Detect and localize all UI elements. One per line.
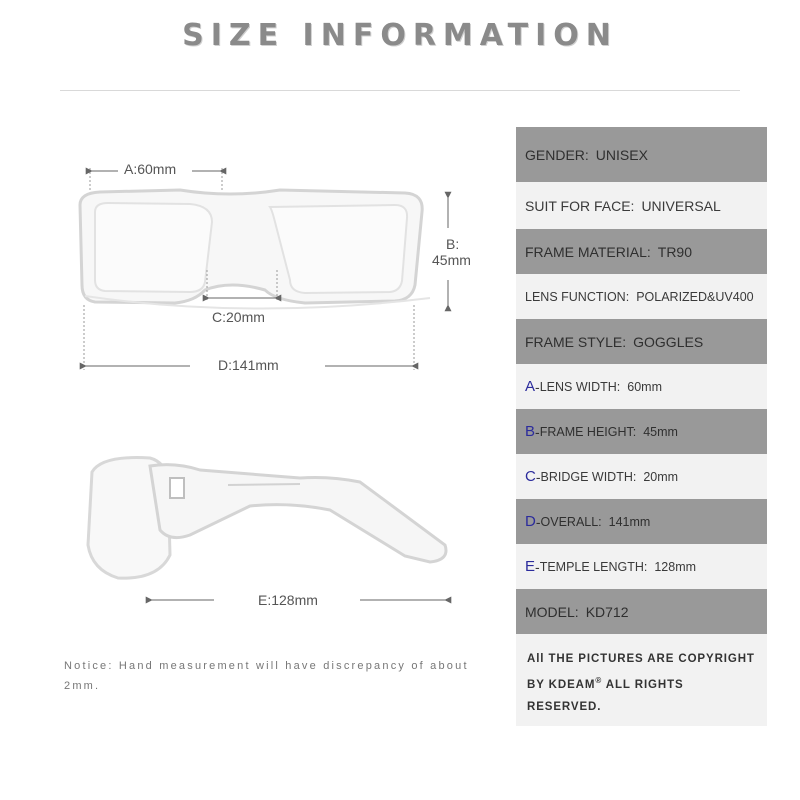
spec-key: OVERALL: — [540, 514, 602, 529]
spec-key: SUIT FOR FACE: — [525, 197, 635, 214]
spec-dash: - — [535, 378, 540, 395]
title-divider — [60, 90, 740, 91]
page-title: SIZE INFORMATION — [182, 18, 618, 53]
spec-letter: C — [525, 468, 536, 485]
spec-row-suit-for-face — [516, 182, 767, 229]
spec-letter: E — [525, 558, 536, 575]
dimension-a-label: A:60mm — [124, 161, 177, 177]
spec-value: UNISEX — [595, 146, 648, 163]
spec-row-overall — [516, 499, 767, 544]
spec-value: 141mm — [608, 514, 651, 529]
copyright-notice — [516, 634, 767, 726]
spec-key: FRAME MATERIAL: — [525, 243, 651, 260]
copyright-line2-post: ALL RIGHTS RESERVED. — [527, 678, 684, 713]
spec-dash: - — [535, 513, 541, 530]
dimension-b-label-line1: B: — [446, 236, 460, 252]
spec-key: LENS FUNCTION: — [525, 289, 630, 304]
spec-value: TR90 — [657, 243, 692, 260]
spec-key: LENS WIDTH: — [539, 379, 621, 394]
copyright-line2-pre: BY KDEAM — [527, 678, 596, 691]
spec-letter: A — [525, 378, 536, 395]
spec-row-temple-length — [516, 544, 767, 589]
spec-table — [516, 127, 767, 726]
copyright-text — [516, 634, 767, 718]
spec-key: MODEL: — [525, 603, 579, 620]
spec-value: GOGGLES — [633, 333, 704, 350]
spec-value: KD712 — [585, 603, 629, 620]
spec-key: TEMPLE LENGTH: — [539, 559, 648, 574]
side-temple — [150, 465, 446, 562]
spec-row-gender — [516, 127, 767, 182]
glasses-front-illustration — [0, 140, 470, 390]
spec-dash: - — [535, 468, 541, 485]
copyright-line1: All THE PICTURES ARE COPYRIGHT — [527, 653, 755, 665]
dimension-d-label: D:141mm — [218, 357, 279, 373]
spec-row-frame-height — [516, 409, 767, 454]
spec-value: 20mm — [643, 469, 679, 484]
spec-row-lens-function — [516, 274, 767, 319]
left-lens — [95, 203, 212, 292]
spec-row-frame-style — [516, 319, 767, 364]
dimension-b-label-line2: 45mm — [432, 252, 471, 268]
spec-letter: B — [525, 423, 536, 440]
right-lens — [270, 205, 407, 293]
spec-key: FRAME HEIGHT: — [539, 424, 637, 439]
spec-key: GENDER: — [525, 146, 589, 163]
dimension-e-label: E:128mm — [258, 592, 318, 608]
dimension-c-label: C:20mm — [212, 309, 265, 325]
spec-dash: - — [535, 423, 540, 440]
hinge — [170, 478, 184, 498]
spec-dash: - — [535, 558, 540, 575]
spec-value: POLARIZED&UV400 — [636, 289, 754, 304]
measurement-notice: Notice: Hand measurement will have discrepancy of about 2mm. — [64, 660, 469, 692]
spec-row-frame-material — [516, 229, 767, 274]
spec-letter: D — [525, 513, 536, 530]
glasses-side-illustration — [0, 440, 470, 620]
registered-mark: ® — [595, 676, 603, 685]
spec-key: BRIDGE WIDTH: — [540, 469, 637, 484]
spec-key: FRAME STYLE: — [525, 333, 627, 350]
spec-row-model — [516, 589, 767, 634]
spec-value: 45mm — [643, 424, 678, 439]
spec-value: UNIVERSAL — [641, 197, 721, 214]
spec-value: 128mm — [654, 559, 697, 574]
spec-row-bridge-width — [516, 454, 767, 499]
spec-row-lens-width — [516, 364, 767, 409]
spec-value: 60mm — [627, 379, 662, 394]
